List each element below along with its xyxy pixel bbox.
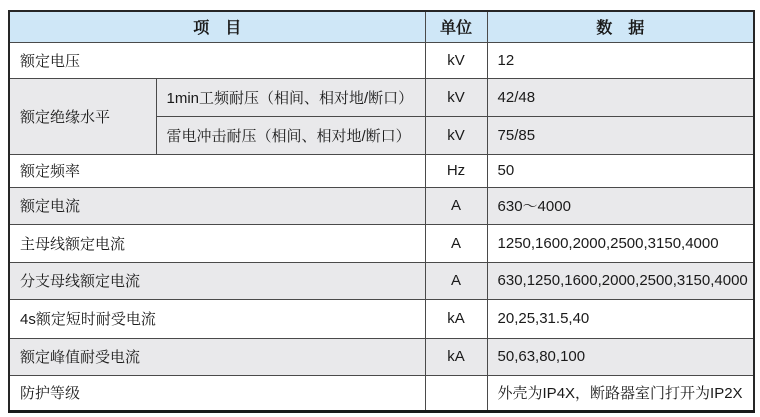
cell-data: 50 — [487, 154, 754, 187]
cell-data: 42/48 — [487, 78, 754, 116]
cell-data: 75/85 — [487, 116, 754, 154]
cell-data: 630～4000 — [487, 187, 754, 224]
table-row-rated-voltage — [9, 42, 754, 78]
cell-unit: kA — [425, 299, 487, 338]
cell-data: 外壳为IP4X，断路器室门打开为IP2X — [487, 375, 754, 411]
cell-item: 额定峰值耐受电流 — [9, 338, 425, 375]
cell-item: 额定电流 — [9, 187, 425, 224]
cell-unit: kV — [425, 42, 487, 78]
cell-item: 额定电压 — [9, 42, 425, 78]
cell-item: 额定频率 — [9, 154, 425, 187]
cell-item: 防护等级 — [9, 375, 425, 411]
table-row-short-time-withstand — [9, 299, 754, 338]
header-row — [9, 11, 754, 42]
cell-item: 1min工频耐压（相间、相对地/断口） — [156, 78, 425, 116]
table-row-protection-degree — [9, 375, 754, 411]
table-row-main-busbar-current — [9, 224, 754, 262]
header-cell-item: 项 目 — [9, 11, 425, 42]
cell-data: 630,1250,1600,2000,2500,3150,4000 — [487, 262, 754, 299]
cell-group-insulation-level: 额定绝缘水平 — [9, 78, 156, 154]
cell-data: 20,25,31.5,40 — [487, 299, 754, 338]
cell-item: 分支母线额定电流 — [9, 262, 425, 299]
cell-unit: kV — [425, 116, 487, 154]
table-row-peak-withstand — [9, 338, 754, 375]
cell-unit — [425, 375, 487, 411]
cell-unit: kA — [425, 338, 487, 375]
cell-item: 主母线额定电流 — [9, 224, 425, 262]
cell-data: 12 — [487, 42, 754, 78]
cell-data: 50,63,80,100 — [487, 338, 754, 375]
cell-unit: A — [425, 224, 487, 262]
cell-unit: A — [425, 187, 487, 224]
header-cell-data: 数 据 — [487, 11, 754, 42]
cell-item: 雷电冲击耐压（相间、相对地/断口） — [156, 116, 425, 154]
cell-data: 1250,1600,2000,2500,3150,4000 — [487, 224, 754, 262]
table-row-branch-busbar-current — [9, 262, 754, 299]
cell-unit: Hz — [425, 154, 487, 187]
table-row-rated-frequency — [9, 154, 754, 187]
cell-unit: kV — [425, 78, 487, 116]
cell-item: 4s额定短时耐受电流 — [9, 299, 425, 338]
table-row-rated-current — [9, 187, 754, 224]
spec-table — [8, 10, 755, 413]
header-cell-unit: 单位 — [425, 11, 487, 42]
cell-unit: A — [425, 262, 487, 299]
table-row-insulation-power-freq — [9, 78, 754, 116]
